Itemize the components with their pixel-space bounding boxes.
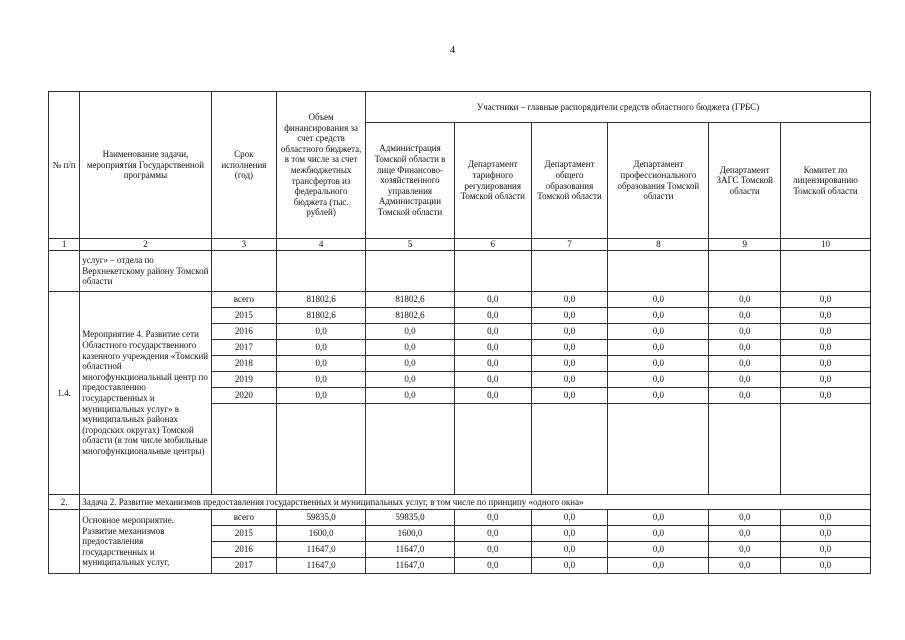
- value-cell: 0,0: [608, 388, 709, 404]
- value-cell: 0,0: [709, 558, 781, 574]
- value-cell: 0,0: [366, 324, 455, 340]
- column-number: 10: [781, 239, 871, 251]
- empty-cell: [454, 251, 531, 292]
- value-cell: 0,0: [454, 372, 531, 388]
- value-cell: 0,0: [781, 542, 871, 558]
- header-participant-5: Администрация Томской области в лице Финансово-хозяйственного управления Администрации Томской области: [366, 123, 455, 239]
- value-cell: 59835,0: [277, 510, 366, 526]
- header-participant-10: Комитет по лицензированию Томской области: [781, 123, 871, 239]
- main-event-name: Основное мероприятие. Развитие механизмов предоставления государственных и муниципальных услуг,: [80, 510, 211, 574]
- empty-cell: [709, 251, 781, 292]
- value-cell: 0,0: [366, 388, 455, 404]
- term-cell: 2017: [211, 558, 277, 574]
- value-cell: 0,0: [608, 308, 709, 324]
- task-row: [49, 495, 871, 510]
- financing-table: [48, 91, 871, 574]
- task-text: Задача 2. Развитие механизмов предоставления государственных и муниципальных услуг, в том числе по принципу «одного окна»: [80, 495, 871, 510]
- term-cell: 2018: [211, 356, 277, 372]
- value-cell: 0,0: [709, 292, 781, 308]
- empty-cell: [211, 404, 277, 495]
- value-cell: 0,0: [709, 340, 781, 356]
- header-num: № п/п: [49, 92, 80, 239]
- value-cell: 0,0: [531, 542, 608, 558]
- column-number: 3: [211, 239, 277, 251]
- value-cell: 0,0: [781, 324, 871, 340]
- value-cell: 0,0: [709, 542, 781, 558]
- value-cell: 0,0: [277, 372, 366, 388]
- empty-cell: [211, 251, 277, 292]
- value-cell: 0,0: [709, 372, 781, 388]
- value-cell: 0,0: [608, 372, 709, 388]
- value-cell: 0,0: [781, 526, 871, 542]
- value-cell: 0,0: [608, 526, 709, 542]
- term-cell: 2015: [211, 308, 277, 324]
- value-cell: 0,0: [531, 308, 608, 324]
- value-cell: 0,0: [709, 324, 781, 340]
- header-volume: Объем финансирования за счет средств областного бюджета, в том числе за счет межбюджетных трансфертов из федерального бюджета (тыс. рублей): [277, 92, 366, 239]
- value-cell: 0,0: [781, 356, 871, 372]
- value-cell: 0,0: [454, 324, 531, 340]
- value-cell: 0,0: [781, 340, 871, 356]
- value-cell: 0,0: [709, 526, 781, 542]
- value-cell: 0,0: [781, 558, 871, 574]
- value-cell: 0,0: [709, 510, 781, 526]
- value-cell: 59835,0: [366, 510, 455, 526]
- empty-cell: [608, 251, 709, 292]
- value-cell: 0,0: [454, 558, 531, 574]
- continuation-name: услуг» – отдела по Верхнекетскому району Томской области: [80, 251, 211, 292]
- column-number: 8: [608, 239, 709, 251]
- value-cell: 0,0: [709, 308, 781, 324]
- value-cell: 0,0: [781, 292, 871, 308]
- task-number: 2.: [49, 495, 80, 510]
- value-cell: 0,0: [781, 388, 871, 404]
- column-number: 2: [80, 239, 211, 251]
- empty-cell: [49, 510, 80, 574]
- value-cell: 0,0: [277, 324, 366, 340]
- header-row-1: [49, 92, 871, 123]
- value-cell: 0,0: [454, 308, 531, 324]
- value-cell: 81802,6: [366, 292, 455, 308]
- term-cell: всего: [211, 510, 277, 526]
- value-cell: 0,0: [608, 324, 709, 340]
- continuation-row: [49, 251, 871, 292]
- column-number: 6: [454, 239, 531, 251]
- empty-cell: [709, 404, 781, 495]
- empty-cell: [277, 404, 366, 495]
- column-number: 7: [531, 239, 608, 251]
- value-cell: 11647,0: [366, 542, 455, 558]
- term-cell: 2015: [211, 526, 277, 542]
- column-number: 4: [277, 239, 366, 251]
- term-cell: 2019: [211, 372, 277, 388]
- empty-cell: [366, 251, 455, 292]
- value-cell: 1600,0: [277, 526, 366, 542]
- header-participant-6: Департамент тарифного регулирования Томской области: [454, 123, 531, 239]
- empty-cell: [531, 404, 608, 495]
- empty-cell: [366, 404, 455, 495]
- value-cell: 0,0: [454, 388, 531, 404]
- value-cell: 0,0: [454, 510, 531, 526]
- value-cell: 0,0: [531, 388, 608, 404]
- value-cell: 0,0: [608, 356, 709, 372]
- value-cell: 0,0: [277, 356, 366, 372]
- value-cell: 0,0: [366, 340, 455, 356]
- value-cell: 0,0: [781, 372, 871, 388]
- empty-cell: [781, 404, 871, 495]
- value-cell: 0,0: [366, 372, 455, 388]
- empty-cell: [781, 251, 871, 292]
- value-cell: 0,0: [531, 340, 608, 356]
- term-cell: 2017: [211, 340, 277, 356]
- column-number: 9: [709, 239, 781, 251]
- value-cell: 0,0: [608, 510, 709, 526]
- header-name: Наименование задачи, мероприятия Государственной программы: [80, 92, 211, 239]
- term-cell: 2016: [211, 324, 277, 340]
- value-cell: 81802,6: [366, 308, 455, 324]
- value-cell: 81802,6: [277, 308, 366, 324]
- empty-cell: [277, 251, 366, 292]
- value-cell: 11647,0: [366, 558, 455, 574]
- header-participant-9: Департамент ЗАГС Томской области: [709, 123, 781, 239]
- empty-cell: [454, 404, 531, 495]
- value-cell: 0,0: [277, 340, 366, 356]
- empty-cell: [531, 251, 608, 292]
- value-cell: 0,0: [531, 292, 608, 308]
- value-cell: 0,0: [781, 510, 871, 526]
- value-cell: 0,0: [454, 340, 531, 356]
- value-cell: 0,0: [531, 324, 608, 340]
- value-cell: 0,0: [608, 542, 709, 558]
- value-cell: 0,0: [531, 356, 608, 372]
- header-participants: Участники – главные распорядители средств областного бюджета (ГРБС): [366, 92, 871, 123]
- continuation-num-cell: [49, 251, 80, 292]
- item-name: Мероприятие 4. Развитие сети Областного государственного казенного учреждения «Томский областной многофункциональный центр по предоставлению государственных и муниципальных услуг» в муниципальных районах (городских округах) Томской области (в том числе мобильные многофункциональные центры): [80, 292, 211, 495]
- value-cell: 0,0: [531, 526, 608, 542]
- value-cell: 0,0: [531, 510, 608, 526]
- column-number: 5: [366, 239, 455, 251]
- column-number: 1: [49, 239, 80, 251]
- term-cell: 2020: [211, 388, 277, 404]
- value-cell: 0,0: [781, 308, 871, 324]
- value-cell: 0,0: [608, 340, 709, 356]
- value-cell: 0,0: [531, 372, 608, 388]
- value-cell: 0,0: [709, 388, 781, 404]
- value-cell: 0,0: [531, 558, 608, 574]
- header-term: Срок исполнения (год): [211, 92, 277, 239]
- value-cell: 1600,0: [366, 526, 455, 542]
- header-participant-8: Департамент профессионального образования Томской области: [608, 123, 709, 239]
- page-number: 4: [449, 44, 456, 56]
- value-cell: 0,0: [277, 388, 366, 404]
- value-cell: 0,0: [454, 542, 531, 558]
- empty-cell: [608, 404, 709, 495]
- column-numbers-row: [49, 239, 871, 251]
- item-number: 1.4.: [49, 292, 80, 495]
- value-cell: 0,0: [366, 356, 455, 372]
- value-cell: 0,0: [454, 292, 531, 308]
- value-cell: 11647,0: [277, 558, 366, 574]
- table-row: [49, 292, 871, 308]
- value-cell: 0,0: [454, 526, 531, 542]
- value-cell: 11647,0: [277, 542, 366, 558]
- value-cell: 81802,6: [277, 292, 366, 308]
- value-cell: 0,0: [454, 356, 531, 372]
- term-cell: 2016: [211, 542, 277, 558]
- value-cell: 0,0: [608, 292, 709, 308]
- header-participant-7: Департамент общего образования Томской области: [531, 123, 608, 239]
- value-cell: 0,0: [709, 356, 781, 372]
- table-row: [49, 510, 871, 526]
- value-cell: 0,0: [608, 558, 709, 574]
- term-cell: всего: [211, 292, 277, 308]
